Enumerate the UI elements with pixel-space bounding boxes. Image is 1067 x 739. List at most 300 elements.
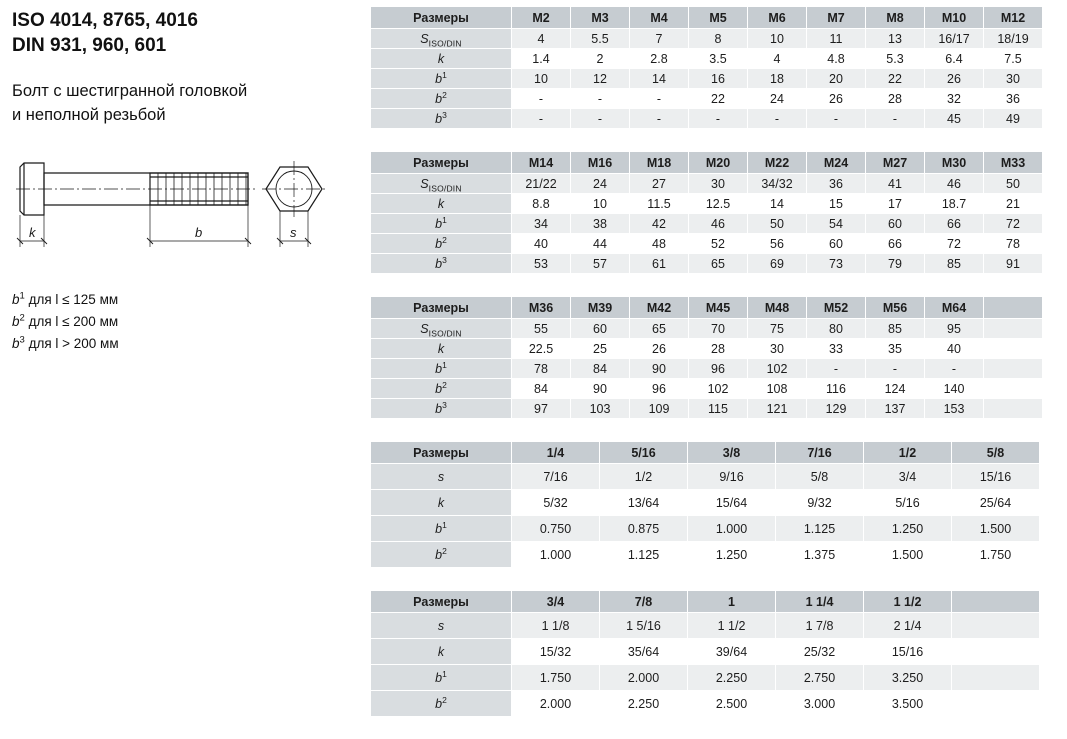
- footnote-b2-text: для l ≤ 200 мм: [24, 313, 119, 329]
- table-cell: 97: [512, 399, 571, 419]
- table-cell: 91: [984, 254, 1043, 274]
- table-cell: 75: [748, 319, 807, 339]
- table-cell: 2.500: [688, 691, 776, 717]
- table-cell: 30: [984, 69, 1043, 89]
- footnote-b1: [12, 289, 360, 311]
- table-row: [371, 516, 1040, 542]
- footnote-b2-symbol: b: [12, 313, 20, 329]
- table-row: [371, 665, 1040, 691]
- table-cell: 66: [866, 234, 925, 254]
- table-cell: 3/4: [864, 464, 952, 490]
- table-cell: 54: [807, 214, 866, 234]
- row-label-s_isodin: $S_{ISO/DIN}$: [371, 29, 512, 49]
- table-cell: 45: [925, 109, 984, 129]
- table-cell: 6.4: [925, 49, 984, 69]
- footnote-b1-text: для l ≤ 125 мм: [24, 292, 119, 307]
- table-row: [371, 319, 1043, 339]
- footnote-b3: [12, 333, 360, 355]
- row-label-k: k: [371, 339, 512, 359]
- table-cell: 35/64: [600, 639, 688, 665]
- table-cell: 21/22: [512, 174, 571, 194]
- table-cell: -: [866, 359, 925, 379]
- table-cell: 16: [689, 69, 748, 89]
- table-row: [371, 214, 1043, 234]
- table-cell: 30: [748, 339, 807, 359]
- table-cell: 14: [630, 69, 689, 89]
- row-label-b1: $b^1$: [371, 69, 512, 89]
- table-header-cell: M3: [571, 7, 630, 29]
- table-cell: [984, 319, 1043, 339]
- table-header-cell: M8: [866, 7, 925, 29]
- table-row: [371, 490, 1040, 516]
- table-cell: 153: [925, 399, 984, 419]
- table-cell: 2.8: [630, 49, 689, 69]
- table-cell: 7.5: [984, 49, 1043, 69]
- table-cell: 18: [748, 69, 807, 89]
- table-cell: [984, 399, 1043, 419]
- table-row: [371, 174, 1043, 194]
- table-cell: 84: [512, 379, 571, 399]
- table-cell: 24: [571, 174, 630, 194]
- table-cell: -: [512, 89, 571, 109]
- table-cell: 85: [925, 254, 984, 274]
- table-cell: 2.250: [688, 665, 776, 691]
- table-header-cell: 1 1/2: [864, 591, 952, 613]
- table-header-cell: 1 1/4: [776, 591, 864, 613]
- table-cell: 50: [748, 214, 807, 234]
- table-header-cell: M2: [512, 7, 571, 29]
- row-label-k: k: [371, 639, 512, 665]
- table-header-cell: [984, 297, 1043, 319]
- table-row: [371, 359, 1043, 379]
- table-cell: 22: [689, 89, 748, 109]
- table-cell: 13/64: [600, 490, 688, 516]
- row-label-b2: $b^2$: [371, 379, 512, 399]
- table-cell: 66: [925, 214, 984, 234]
- table-header-cell: M39: [571, 297, 630, 319]
- table-cell: 27: [630, 174, 689, 194]
- table-cell: 41: [866, 174, 925, 194]
- table-row: [371, 109, 1043, 129]
- table-cell: 5/8: [776, 464, 864, 490]
- row-label-b2: $b^2$: [371, 542, 512, 568]
- table-cell: 60: [866, 214, 925, 234]
- table-header-cell: M56: [866, 297, 925, 319]
- table-cell: 2.000: [512, 691, 600, 717]
- table-row: [371, 542, 1040, 568]
- table-cell: 4: [512, 29, 571, 49]
- table-cell: 109: [630, 399, 689, 419]
- table-cell: 1 7/8: [776, 613, 864, 639]
- table-cell: 102: [689, 379, 748, 399]
- row-label-b2: $b^2$: [371, 691, 512, 717]
- table-header-size: Размеры: [371, 591, 512, 613]
- table-cell: 22: [866, 69, 925, 89]
- table-cell: 25: [571, 339, 630, 359]
- table-cell: 38: [571, 214, 630, 234]
- dimension-table-metric-3: [370, 296, 1043, 419]
- table-cell: 78: [512, 359, 571, 379]
- table-row: [371, 69, 1043, 89]
- table-cell: 52: [689, 234, 748, 254]
- row-label-b2: $b^2$: [371, 234, 512, 254]
- table-cell: -: [630, 89, 689, 109]
- table-cell: 69: [748, 254, 807, 274]
- table-cell: 78: [984, 234, 1043, 254]
- bolt-technical-drawing: [12, 153, 332, 263]
- table-cell: -: [866, 109, 925, 129]
- table-header-cell: M52: [807, 297, 866, 319]
- table-cell: 73: [807, 254, 866, 274]
- table-cell: 1.500: [864, 542, 952, 568]
- table-header-row: [371, 442, 1040, 464]
- table-cell: 39/64: [688, 639, 776, 665]
- table-header-cell: 1/4: [512, 442, 600, 464]
- dimension-table-inch-2: [370, 590, 1040, 717]
- table-cell: 30: [689, 174, 748, 194]
- table-cell: 0.875: [600, 516, 688, 542]
- table-row: [371, 399, 1043, 419]
- table-cell: 2 1/4: [864, 613, 952, 639]
- row-label-s_isodin: $S_{ISO/DIN}$: [371, 174, 512, 194]
- table-header-cell: [952, 591, 1040, 613]
- row-label-s: s: [371, 464, 512, 490]
- table-header-cell: M4: [630, 7, 689, 29]
- table-header-row: [371, 7, 1043, 29]
- table-cell: 137: [866, 399, 925, 419]
- table-cell: 10: [748, 29, 807, 49]
- table-header-cell: M27: [866, 152, 925, 174]
- table-row: [371, 29, 1043, 49]
- table-cell: -: [925, 359, 984, 379]
- table-cell: -: [630, 109, 689, 129]
- table-cell: 13: [866, 29, 925, 49]
- table-header-cell: M12: [984, 7, 1043, 29]
- table-cell: 40: [512, 234, 571, 254]
- table-header-cell: M6: [748, 7, 807, 29]
- table-cell: 3.5: [689, 49, 748, 69]
- footnote-b3-text: для l > 200 мм: [24, 335, 119, 351]
- table-cell: 15/64: [688, 490, 776, 516]
- table-cell: 80: [807, 319, 866, 339]
- table-cell: 103: [571, 399, 630, 419]
- drawing-label-k: k: [29, 225, 36, 240]
- table-cell: 36: [807, 174, 866, 194]
- table-header-cell: M30: [925, 152, 984, 174]
- table-row: [371, 89, 1043, 109]
- table-header-cell: 7/8: [600, 591, 688, 613]
- table-cell: 65: [689, 254, 748, 274]
- footnote-b1-sup: 1: [19, 290, 25, 302]
- table-cell: 1 5/16: [600, 613, 688, 639]
- table-header-cell: M20: [689, 152, 748, 174]
- row-label-s: s: [371, 613, 512, 639]
- table-row: [371, 49, 1043, 69]
- table-header-size: Размеры: [371, 152, 512, 174]
- table-header-size: Размеры: [371, 297, 512, 319]
- table-cell: 14: [748, 194, 807, 214]
- table-header-cell: 7/16: [776, 442, 864, 464]
- left-column: [12, 8, 360, 355]
- table-header-cell: M22: [748, 152, 807, 174]
- table-cell: 1/2: [600, 464, 688, 490]
- table-cell: 140: [925, 379, 984, 399]
- table-header-cell: 3/4: [512, 591, 600, 613]
- table-cell: 5/16: [864, 490, 952, 516]
- table-cell: -: [512, 109, 571, 129]
- table-cell: 35: [866, 339, 925, 359]
- table-cell: 40: [925, 339, 984, 359]
- table-cell: 1.500: [952, 516, 1040, 542]
- table-cell: 0.750: [512, 516, 600, 542]
- table-cell: 20: [807, 69, 866, 89]
- table-cell: 95: [925, 319, 984, 339]
- table-header-cell: M18: [630, 152, 689, 174]
- table-cell: 1.4: [512, 49, 571, 69]
- table-row: [371, 194, 1043, 214]
- table-cell: -: [689, 109, 748, 129]
- table-cell: 46: [925, 174, 984, 194]
- table-cell: 25/32: [776, 639, 864, 665]
- table-header-cell: 5/8: [952, 442, 1040, 464]
- table-cell: 96: [689, 359, 748, 379]
- drawing-label-b: b: [195, 225, 203, 240]
- table-cell: 33: [807, 339, 866, 359]
- product-description-line2: и неполной резьбой: [12, 105, 166, 124]
- table-cell: 11: [807, 29, 866, 49]
- table-cell: [952, 665, 1040, 691]
- footnotes: [12, 289, 360, 355]
- product-description: [12, 80, 360, 127]
- table-cell: 3.250: [864, 665, 952, 691]
- table-cell: 46: [689, 214, 748, 234]
- table-cell: 12: [571, 69, 630, 89]
- table-cell: 55: [512, 319, 571, 339]
- row-label-k: k: [371, 490, 512, 516]
- table-header-cell: 1: [688, 591, 776, 613]
- standard-title: [12, 8, 360, 58]
- footnote-b2: [12, 311, 360, 333]
- table-cell: 25/64: [952, 490, 1040, 516]
- table-cell: 5.5: [571, 29, 630, 49]
- row-label-b1: $b^1$: [371, 665, 512, 691]
- table-cell: 12.5: [689, 194, 748, 214]
- table-header-cell: M14: [512, 152, 571, 174]
- table-row: [371, 639, 1040, 665]
- table-cell: 90: [571, 379, 630, 399]
- bolt-drawing-svg: [12, 153, 332, 263]
- table-header-cell: 1/2: [864, 442, 952, 464]
- row-label-k: k: [371, 49, 512, 69]
- row-label-k: k: [371, 194, 512, 214]
- table-cell: 26: [807, 89, 866, 109]
- table-cell: [984, 359, 1043, 379]
- table-cell: [952, 639, 1040, 665]
- table-cell: -: [807, 359, 866, 379]
- table-cell: 15/32: [512, 639, 600, 665]
- table-cell: [952, 613, 1040, 639]
- table-cell: 21: [984, 194, 1043, 214]
- table-header-cell: M33: [984, 152, 1043, 174]
- table-cell: 85: [866, 319, 925, 339]
- table-cell: 1.375: [776, 542, 864, 568]
- table-cell: 124: [866, 379, 925, 399]
- footnote-b2-sup: 2: [19, 312, 25, 324]
- table-cell: 24: [748, 89, 807, 109]
- table-header-cell: M10: [925, 7, 984, 29]
- table-row: [371, 464, 1040, 490]
- table-cell: 102: [748, 359, 807, 379]
- table-cell: 3.000: [776, 691, 864, 717]
- table-cell: 50: [984, 174, 1043, 194]
- table-cell: 34/32: [748, 174, 807, 194]
- table-cell: 96: [630, 379, 689, 399]
- table-cell: 9/16: [688, 464, 776, 490]
- row-label-b1: $b^1$: [371, 516, 512, 542]
- table-cell: [984, 379, 1043, 399]
- table-cell: 1.000: [512, 542, 600, 568]
- table-cell: 1.000: [688, 516, 776, 542]
- table-cell: 1.125: [600, 542, 688, 568]
- table-cell: -: [748, 109, 807, 129]
- table-cell: 7: [630, 29, 689, 49]
- table-header-row: [371, 591, 1040, 613]
- table-cell: 84: [571, 359, 630, 379]
- table-row: [371, 234, 1043, 254]
- table-cell: 44: [571, 234, 630, 254]
- table-header-row: [371, 152, 1043, 174]
- table-cell: 22.5: [512, 339, 571, 359]
- table-row: [371, 339, 1043, 359]
- table-cell: 60: [571, 319, 630, 339]
- table-cell: 36: [984, 89, 1043, 109]
- table-header-cell: M24: [807, 152, 866, 174]
- table-cell: 48: [630, 234, 689, 254]
- row-label-b3: $b^3$: [371, 399, 512, 419]
- footnote-b3-symbol: b: [12, 335, 20, 351]
- table-cell: 1.125: [776, 516, 864, 542]
- table-cell: 15/16: [864, 639, 952, 665]
- table-header-row: [371, 297, 1043, 319]
- table-cell: 5/32: [512, 490, 600, 516]
- table-cell: 116: [807, 379, 866, 399]
- table-cell: 53: [512, 254, 571, 274]
- footnote-b1-symbol: b: [12, 292, 20, 307]
- table-header-size: Размеры: [371, 7, 512, 29]
- table-cell: 4: [748, 49, 807, 69]
- table-cell: 26: [630, 339, 689, 359]
- table-header-cell: M48: [748, 297, 807, 319]
- table-cell: 17: [866, 194, 925, 214]
- table-cell: 61: [630, 254, 689, 274]
- table-cell: 108: [748, 379, 807, 399]
- table-cell: 129: [807, 399, 866, 419]
- table-cell: 2.000: [600, 665, 688, 691]
- dimension-tables: [370, 6, 1060, 739]
- table-cell: 1 1/2: [688, 613, 776, 639]
- table-cell: 2.250: [600, 691, 688, 717]
- table-cell: 32: [925, 89, 984, 109]
- footnote-b3-sup: 3: [19, 334, 25, 346]
- table-cell: 8.8: [512, 194, 571, 214]
- row-label-b1: $b^1$: [371, 359, 512, 379]
- table-cell: -: [807, 109, 866, 129]
- table-cell: 1.750: [952, 542, 1040, 568]
- table-cell: 9/32: [776, 490, 864, 516]
- row-label-b1: $b^1$: [371, 214, 512, 234]
- table-cell: 26: [925, 69, 984, 89]
- table-cell: 121: [748, 399, 807, 419]
- standard-title-line2: DIN 931, 960, 601: [12, 35, 167, 57]
- row-label-b2: $b^2$: [371, 89, 512, 109]
- table-cell: 72: [925, 234, 984, 254]
- table-cell: 57: [571, 254, 630, 274]
- table-cell: [984, 339, 1043, 359]
- table-cell: 115: [689, 399, 748, 419]
- table-cell: 18.7: [925, 194, 984, 214]
- table-cell: 2: [571, 49, 630, 69]
- table-cell: 90: [630, 359, 689, 379]
- table-cell: 79: [866, 254, 925, 274]
- table-cell: 34: [512, 214, 571, 234]
- table-cell: 8: [689, 29, 748, 49]
- table-row: [371, 254, 1043, 274]
- table-row: [371, 691, 1040, 717]
- dimension-table-metric-2: [370, 151, 1043, 274]
- table-header-cell: M42: [630, 297, 689, 319]
- table-cell: 1.750: [512, 665, 600, 691]
- table-cell: 70: [689, 319, 748, 339]
- table-cell: 10: [571, 194, 630, 214]
- table-cell: 16/17: [925, 29, 984, 49]
- table-cell: [952, 691, 1040, 717]
- table-cell: 1.250: [688, 542, 776, 568]
- product-description-line1: Болт с шестигранной головкой: [12, 82, 248, 101]
- table-cell: 28: [866, 89, 925, 109]
- table-header-size: Размеры: [371, 442, 512, 464]
- row-label-b3: $b^3$: [371, 254, 512, 274]
- table-cell: 56: [748, 234, 807, 254]
- standard-title-line1: ISO 4014, 8765, 4016: [12, 10, 198, 31]
- table-cell: 4.8: [807, 49, 866, 69]
- table-cell: 42: [630, 214, 689, 234]
- table-cell: 65: [630, 319, 689, 339]
- table-header-cell: M64: [925, 297, 984, 319]
- table-cell: -: [571, 89, 630, 109]
- table-cell: 72: [984, 214, 1043, 234]
- table-row: [371, 379, 1043, 399]
- row-label-s_isodin: $S_{ISO/DIN}$: [371, 319, 512, 339]
- table-row: [371, 613, 1040, 639]
- table-cell: 2.750: [776, 665, 864, 691]
- table-header-cell: M45: [689, 297, 748, 319]
- table-header-cell: M7: [807, 7, 866, 29]
- row-label-b3: $b^3$: [371, 109, 512, 129]
- table-cell: 3.500: [864, 691, 952, 717]
- dimension-table-metric-1: [370, 6, 1043, 129]
- table-cell: 15/16: [952, 464, 1040, 490]
- table-header-cell: M16: [571, 152, 630, 174]
- dimension-table-inch-1: [370, 441, 1040, 568]
- table-cell: 1.250: [864, 516, 952, 542]
- table-cell: 49: [984, 109, 1043, 129]
- table-header-cell: 5/16: [600, 442, 688, 464]
- table-cell: 5.3: [866, 49, 925, 69]
- table-cell: 7/16: [512, 464, 600, 490]
- table-header-cell: 3/8: [688, 442, 776, 464]
- table-cell: 18/19: [984, 29, 1043, 49]
- table-cell: 28: [689, 339, 748, 359]
